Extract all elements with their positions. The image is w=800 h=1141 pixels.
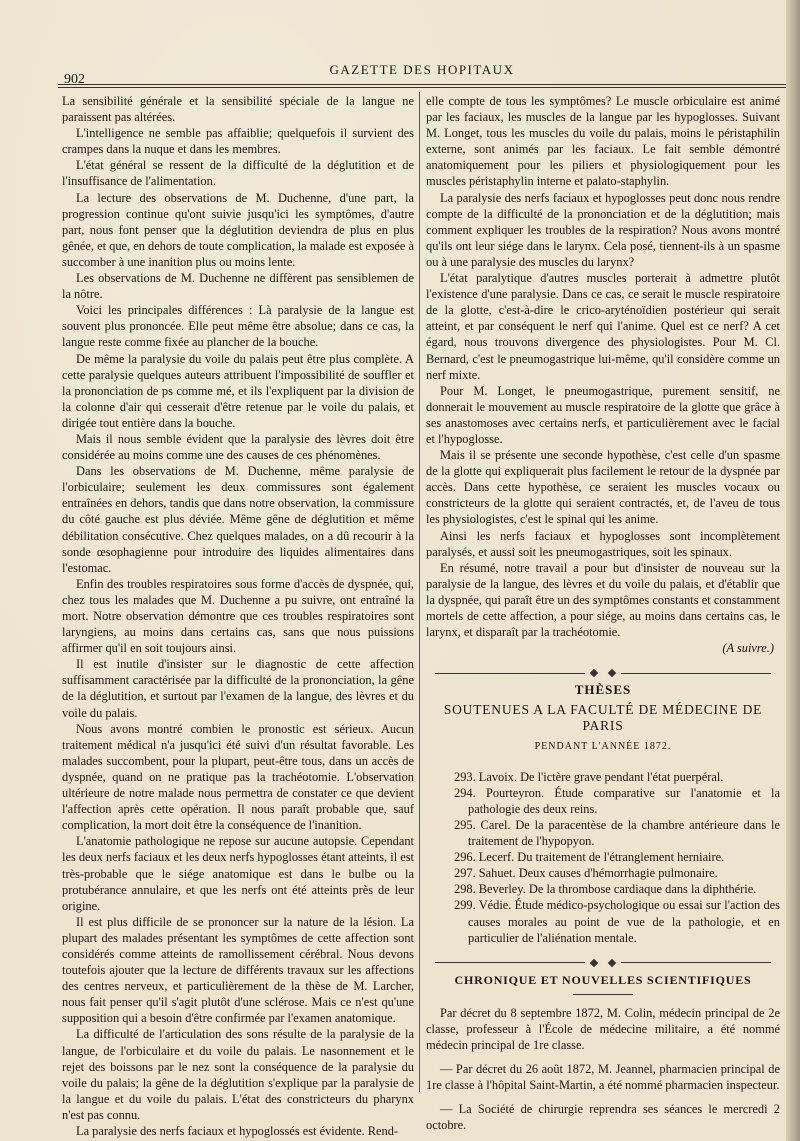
paragraph: En résumé, notre travail a pour but d'insister de nouveau sur la paralysie de la langue, des lèvres et du voile du palais, et d'établir que la dyspnée, qui paraît être un des symptômes constants et constamment mortels de cette affection, a pour siége, au moins dans certains cas, le larynx, et disparaît par la trachéotomie. bbox=[426, 560, 780, 640]
paragraph: Voici les principales différences : Là paralysie de la langue est souvent plus prononcée. Elle peut même être absolue; dans ce cas, la langue reste comme fixée au plancher de la bouche. bbox=[62, 303, 414, 350]
paragraph: L'état paralytique d'autres muscles porterait à admettre plutôt l'existence d'une paralysie. Dans ce cas, ce serait le muscle respiratoire de la glotte, c'est-à-dire le crico-aryténoïdien postérieur qui serait atteint, et par conséquent le nerf qui l'anime. Quel est ce nerf? A cet égard, nous trouvons divergence des physiologistes. Pour M. Cl. Bernard, c'est le pneumogastrique lui-même, qu'il considère comme un nerf mixte. bbox=[426, 271, 780, 382]
paragraph: — Par décret du 26 août 1872, M. Jeannel, pharmacien principal de 1re classe à l'hôpital Saint-Martin, a été nommé pharmacien inspecteur. bbox=[426, 1062, 780, 1093]
header-rule bbox=[58, 84, 786, 85]
thesis-item: 297. Sahuet. Deux causes d'hémorrhagie pulmonaire. bbox=[454, 866, 718, 881]
paragraph: L'état général se ressent de la difficulté de la déglutition et de l'insuffisance de l'alimentation. bbox=[62, 158, 414, 189]
section-ornament bbox=[426, 664, 780, 676]
header-rule-double bbox=[58, 87, 786, 88]
thesis-item: 295. Carel. De la paracentèse de la chambre antérieure dans le traitement de l'hypopyon. bbox=[454, 817, 780, 849]
paragraph: La paralysie des nerfs faciaux et hypoglossés est évidente. Rend- bbox=[76, 1124, 399, 1138]
paragraph: Mais il nous semble évident que la paralysie des lèvres doit être considérée au moins comme une des causes de ces phénomènes. bbox=[62, 431, 414, 463]
title-rule bbox=[573, 994, 633, 995]
paragraph: Il est inutile d'insister sur le diagnostic de cette affection suffisamment caractérisée par la difficulté de la prononciation, la gêne de la déglutition, et surtout par l'examen de la langue, des lèvres et du voile du palais. bbox=[62, 657, 414, 720]
paragraph: Pour M. Longet, le pneumogastrique, purement sensitif, ne donnerait le mouvement au muscle respiratoire de la glotte que grâce à ses anastomoses avec certains nerfs, et particulièrement avec le facial et l'hypoglosse. bbox=[426, 383, 780, 446]
paragraph: — La Société de chirurgie reprendra ses séances le mercredi 2 octobre. bbox=[426, 1102, 780, 1133]
section-ornament bbox=[426, 954, 780, 966]
chronique-title: CHRONIQUE ET NOUVELLES SCIENTIFIQUES bbox=[454, 972, 752, 987]
paragraph: L'intelligence ne semble pas affaiblie; quelquefois il survient des crampes dans la nuque et dans les membres. bbox=[62, 126, 414, 157]
thesis-item: 299. Védie. Étude médico-psychologique ou essai sur l'action des causes morales au point de vue de la pathologie, et en particulier de l'aliénation mentale. bbox=[454, 898, 780, 945]
paragraph: La sensibilité générale et la sensibilité spéciale de la langue ne paraissent pas altérées. bbox=[62, 94, 414, 125]
thesis-item: 296. Lecerf. Du traitement de l'étranglement herniaire. bbox=[454, 850, 725, 865]
paragraph: La paralysie des nerfs faciaux et hypoglosses peut donc nous rendre compte de la difficulté de la prononciation et de la déglutition; mais comment expliquer les troubles de la respiration? Nous avons montré qu'ils ont leur siége dans le larynx. Cela posé, tiennent-ils à un spasme ou à une paralysie des muscles du larynx? bbox=[426, 190, 780, 269]
page-header bbox=[58, 62, 786, 87]
theses-list bbox=[426, 769, 780, 946]
paragraph: Ainsi les nerfs faciaux et hypoglosses sont incomplètement paralysés, et aussi soit les pneumogastriques, soit les spinaux. bbox=[426, 528, 780, 559]
paragraph: Dans les observations de M. Duchenne, même paralysie de l'orbiculaire; seulement les deux commissures sont également entraînées en dehors, tandis que dans notre observation, la commissure du côté gauche est plus déviée. Même gêne de déglutition et même débilitation consécutive. Chez quelques malades, on a dû recourir à la sonde œsophagienne pour introduire des liquides alimentaires dans l'estomac. bbox=[62, 464, 414, 575]
paragraph: Enfin des troubles respiratoires sous forme d'accès de dyspnée, qui, chez tous les malades que M. Duchenne a pu suivre, ont entraîné la mort. Notre observation démontre que ces troubles respiratoires sont laryngiens, au moins dans certains cas, sans que nous puissions affirmer qu'il en soit toujours ainsi. bbox=[62, 576, 414, 656]
right-column bbox=[426, 93, 780, 1133]
paragraph: De même la paralysie du voile du palais peut être plus complète. A cette paralysie quelques auteurs attribuent l'impossibilité de souffler et la prononciation de ps comme mé, et ils l'expliquent par la division de la colonne d'air qui cesserait d'être retenue par le voile du palais, et dirigée tout entière dans la bouche. bbox=[62, 351, 414, 430]
page-edge-shadow bbox=[786, 0, 800, 1141]
paragraph: La lecture des observations de M. Duchenne, d'une part, la progression continue qu'ont suivie jusqu'ici les symptômes, d'autre part, nous font penser que la déglutition deviendra de plus en plus gênée, et que, en dehors de toute complication, la malade est exposée à succomber à une inanition plus ou moins lente. bbox=[62, 190, 414, 269]
paragraph: L'anatomie pathologique ne repose sur aucune autopsie. Cependant les deux nerfs faciaux et les deux nerfs hypoglosses étant atteints, il est très-probable que le siége anatomique est dans le bulbe ou la protubérance annulaire, et que les nerfs ont été atteints près de leur origine. bbox=[62, 834, 415, 913]
journal-title: GAZETTE DES HOPITAUX bbox=[329, 62, 515, 77]
paragraph: La difficulté de l'articulation des sons résulte de la paralysie de la langue, de l'orbiculaire et du voile du palais. Le nasonnement et le rejet des boissons par le nez sont la conséquence de la paralysie du voile du palais; la gêne de la déglutition s'explique par la paralysie de la langue et du voile du palais. L'état des constricteurs du pharynx n'est pas connu. bbox=[62, 1027, 414, 1122]
paragraph: Par décret du 8 septembre 1872, M. Colin, médecin principal de 2e classe, professeur à l'École de médecine militaire, a été nommé médecin principal de 1re classe. bbox=[426, 1005, 780, 1052]
paragraph: Nous avons montré combien le pronostic est sérieux. Aucun traitement médical n'a jusqu'ici été suivi d'un résultat favorable. Les malades succombent, pour la plupart, peut-être tous, dans un accès de dyspnée, quand on ne pratique pas la trachéotomie. L'observation ultérieure de notre malade nous permettra de constater ce que devient l'affection après cette opération. Il nous paraît probable que, sauf complication, la mort doit être la conséquence de l'inanition. bbox=[62, 721, 414, 833]
left-column bbox=[62, 93, 414, 1139]
thesis-item: 298. Beverley. De la thrombose cardiaque dans la diphthérie. bbox=[454, 882, 757, 897]
thesis-item: 294. Pourteyron. Étude comparative sur l'anatomie et la pathologie des deux reins. bbox=[454, 785, 780, 816]
thesis-item: 293. Lavoix. De l'ictère grave pendant l'état puerpéral. bbox=[454, 769, 724, 784]
theses-title: THÈSES bbox=[574, 682, 632, 698]
paragraph: Mais il se présente une seconde hypothèse, c'est celle d'un spasme de la glotte qui expliquerait plus facilement le retour de la dyspnée par accès. Dans cette hypothèse, ce seraient les muscles vocaux ou constricteurs de la glotte qui seraient contractés, et, de l'aveu de tous les physiologistes, c'est le spinal qui les anime. bbox=[426, 448, 780, 527]
theses-subtitle: SOUTENUES A LA FACULTÉ DE MÉDECINE DE PARIS bbox=[443, 702, 763, 734]
paragraph: Il est plus difficile de se prononcer sur la nature de la lésion. La plupart des malades présentant les symptômes de cette affection sont considérés comme atteints de ramollissement cérébral. Nous devons toutefois ajouter que la lecture de différents travaux sur les affections des centres nerveux, et particulièrement de la thèse de M. Larcher, nous fait penser qu'il s'agit plutôt d'une sclérose. Mais ce n'est qu'une supposition qui a besoin d'être confirmée par l'examen anatomique. bbox=[62, 914, 414, 1026]
column-divider bbox=[419, 92, 420, 1092]
to-be-continued: (A suivre.) bbox=[722, 641, 774, 656]
paragraph: elle compte de tous les symptômes? Le muscle orbiculaire est animé par les faciaux, les muscles de la langue par les hypoglosses. Suivant M. Longet, tous les muscles du voile du palais, moins le péristaphilin externe, sont animés par les faciaux. Le fait semble démontré anatomiquement pour les piliers et physiologiquement pour les muscles péristaphylin interne et palato-staphylin. bbox=[426, 94, 780, 189]
theses-year: PENDANT L'ANNÉE 1872. bbox=[534, 740, 672, 752]
page-number: 902 bbox=[64, 72, 85, 87]
paragraph: Les observations de M. Duchenne ne diffèrent pas sensiblemen de la nôtre. bbox=[62, 271, 414, 302]
